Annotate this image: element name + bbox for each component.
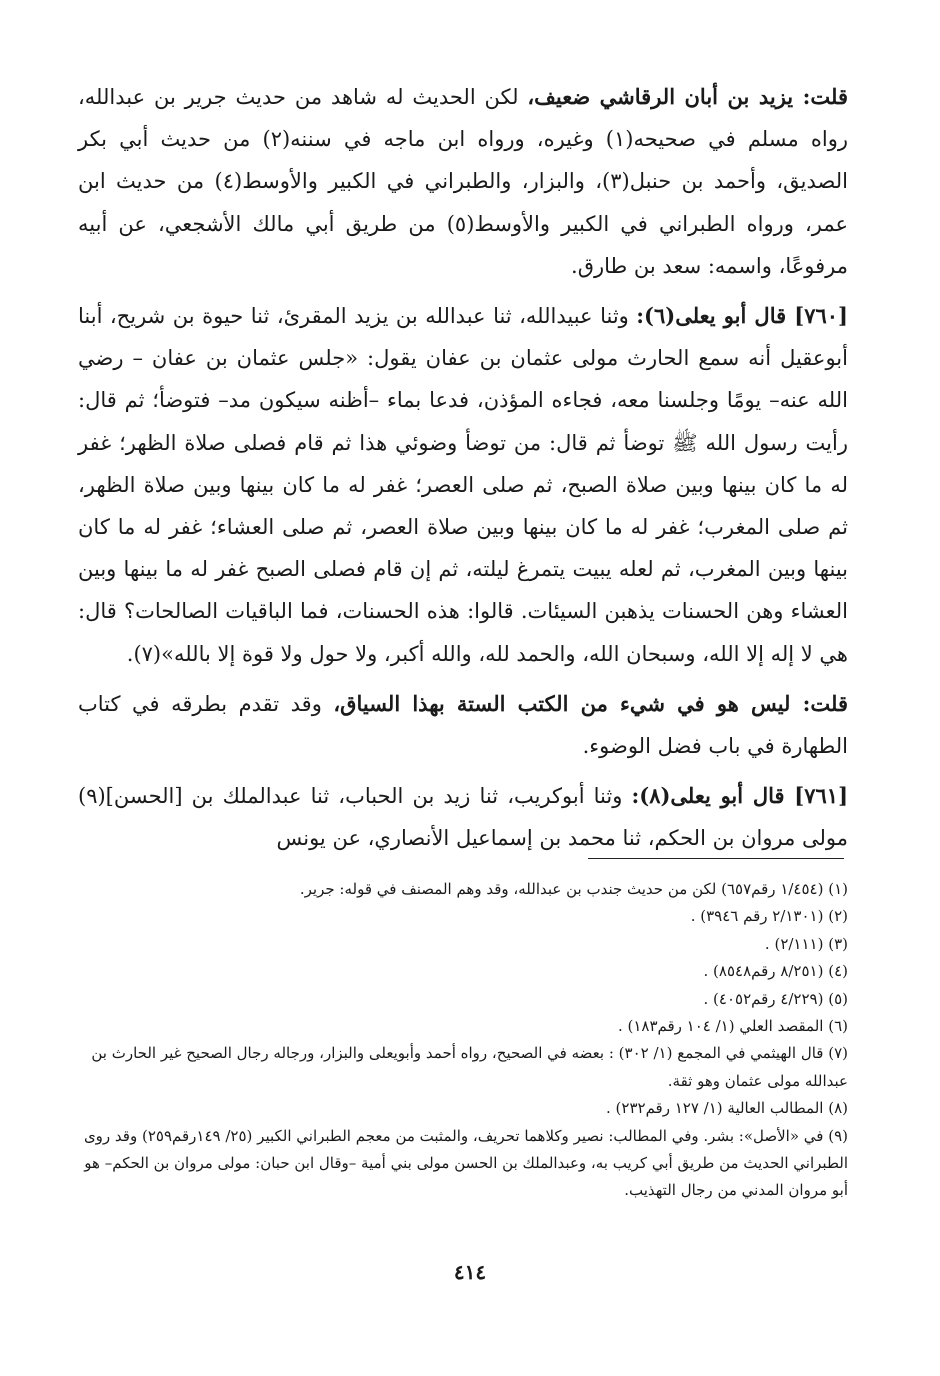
footnotes (70, 876, 848, 1205)
footnote-divider (588, 858, 844, 859)
footnote: (١) (١/٤٥٤ رقم٦٥٧) لكن من حديث جندب بن عبدالله، وقد وهم المصنف في قوله: جرير. (299, 880, 848, 898)
footnote: (٣) (٢/١١١) . (764, 934, 848, 953)
paragraph-text: وقد تقدم بطرقه في كتاب الطهارة في باب فضل الوضوء. (78, 691, 848, 759)
footnote: (٧) قال الهيثمي في المجمع (١/ ٣٠٢) : بعضه في الصحيح، رواه أحمد وأبويعلى والبزار، ورجاله رجال الصحيح غير الحارث بن عبدالله مولى عثمان وهو ثقة. (91, 1044, 848, 1090)
paragraph-lead: قلت: ليس هو في شيء من الكتب الستة بهذا السياق، (333, 690, 848, 716)
paragraph-lead: [٧٦١] قال أبو يعلى(٨): (631, 783, 848, 809)
page-number: ٤١٤ (453, 1260, 487, 1284)
paragraph-1 (78, 76, 848, 287)
paragraph-text: لكن الحديث له شاهد من حديث جرير بن عبدالله، رواه مسلم في صحيحه(١) وغيره، ورواه ابن ماجه في سننه(٢) من حديث أبي بكر الصديق، وأحمد بن حنبل(٣)، والبزار، والطبراني في الكبير والأوسط(٤) من حديث ابن عمر، ورواه الطبراني في الكبير والأوسط(٥) من طريق أبي مالك الأشجعي، عن أبيه مرفوعًا، واسمه: سعد بن طارق. (78, 85, 849, 278)
paragraph-4 (78, 775, 848, 859)
paragraph-lead: [٧٦٠] قال أبو يعلى(٦): (636, 303, 848, 329)
paragraph-text: وثنا أبوكريب، ثنا زيد بن الحباب، ثنا عبدالملك بن [الحسن](٩) مولى مروان بن الحكم، ثنا محمد بن إسماعيل الأنصاري، عن يونس (78, 784, 848, 851)
footnote: (٤) (٨/٢٥١ رقم٨٥٤٨) . (703, 962, 848, 981)
paragraph-3 (78, 683, 848, 767)
paragraph-text: وثنا عبيدالله، ثنا عبدالله بن يزيد المقرئ، ثنا حيوة بن شريح، أبنا أبوعقيل أنه سمع الحارث مولى عثمان بن عفان يقول: «جلس عثمان بن عفان – رضي الله عنه– يومًا وجلسنا معه، فجاءه المؤذن، فدعا بماء –أظنه سيكون مد– فتوضأ؛ ثم قال: رأيت رسول الله ﷺ توضأ ثم قال: من توضأ وضوئي هذا ثم قام فصلى صلاة الظهر؛ غفر له ما كان بينها وبين صلاة الصبح، ثم صلى العصر؛ غفر له ما كان بينها وبين صلاة الظهر، ثم صلى المغرب؛ غفر له ما كان بينها وبين صلاة العصر، ثم صلى العشاء؛ غفر له ما كان بينها وبين المغرب، ثم لعله يبيت يتمرغ ليلته، ثم إن قام فصلى الصبح غفر له ما بينها وبين العشاء وهن الحسنات يذهبن السيئات. قالوا: هذه الحسنات، فما الباقيات الصالحات؟ قال: هي لا إله إلا الله، وسبحان الله، والحمد لله، والله أكبر، ولا حول ولا قوة إلا بالله»(٧). (78, 304, 848, 666)
paragraph-2 (78, 295, 848, 675)
footnote: (٢) (٢/١٣٠١ رقم ٣٩٤٦) . (690, 907, 848, 926)
footnote: (٥) (٤/٢٢٩ رقم٤٠٥٢) . (703, 989, 848, 1008)
footnote: (٨) المطالب العالية (١/ ١٢٧ رقم٢٣٢) . (606, 1099, 848, 1118)
paragraph-lead: قلت: يزيد بن أبان الرقاشي ضعيف، (527, 84, 848, 109)
footnote: (٦) المقصد العلي (١/ ١٠٤ رقم١٨٣) . (617, 1017, 848, 1036)
main-text (78, 76, 848, 868)
footnote: (٩) في «الأصل»: بشر. وفي المطالب: نصير وكلاهما تحريف، والمثبت من معجم الطبراني الكبير (٢٥/ ١٤٩رقم٢٥٩) وقد روى الطبراني الحديث من طريق أبي كريب به، وعبدالملك بن الحسن مولى بني أمية –وقال ابن حبان: مولى مروان بن الحكم– هو أبو مروان المدني من رجال التهذيب. (83, 1126, 848, 1200)
